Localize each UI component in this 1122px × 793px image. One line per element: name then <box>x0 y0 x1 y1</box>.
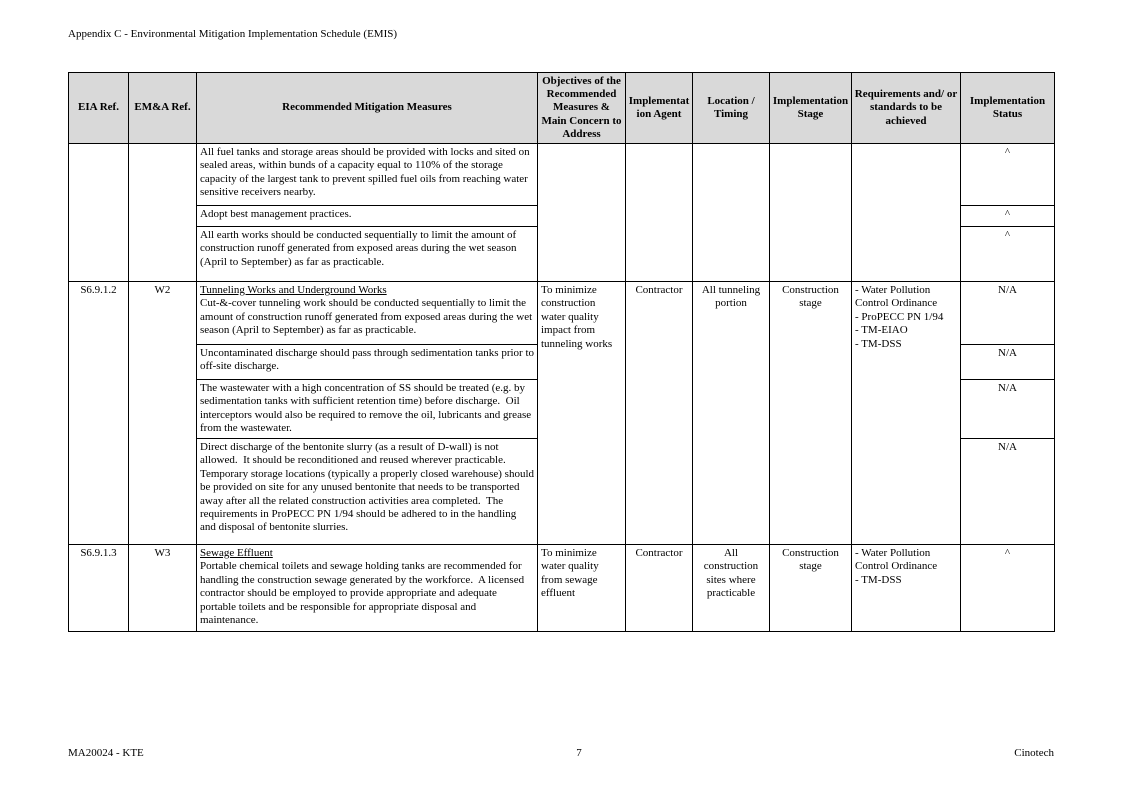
measure-row <box>69 281 1055 344</box>
measure-text: Cut-&-cover tunneling work should be conducted sequentially to limit the amount of construction runoff generated from exposed areas during the wet season (April to September) as far as practicable. <box>200 297 535 337</box>
objectives-cell <box>538 143 626 281</box>
requirement-item: - TM-DSS <box>855 573 902 586</box>
measure-text: Portable chemical toilets and sewage holding tanks are recommended for handling the construction sewage generated by the workforce. A licensed contractor should be employed to provide appropriate and adequate portable toilets and be responsible for appropriate disposal and maintenance. <box>200 560 527 626</box>
location-timing-cell: All construction sites where practicable <box>693 544 770 631</box>
objectives-cell: To minimize construction water quality impact from tunneling works <box>538 281 626 544</box>
implementation-status-cell: ^ <box>961 205 1055 226</box>
implementation-stage-cell: Construction stage <box>770 544 852 631</box>
location-timing-cell: All tunneling portion <box>693 281 770 544</box>
measure-title: Sewage Effluent <box>200 546 273 559</box>
emis-table <box>68 72 1055 632</box>
eia-ref-cell <box>69 143 129 281</box>
footer-project-code: MA20024 - KTE <box>68 747 144 759</box>
requirement-item: - ProPECC PN 1/94 <box>855 310 944 323</box>
implementation-stage-cell: Construction stage <box>770 281 852 544</box>
location-timing-cell <box>693 143 770 281</box>
implementation-status-cell: N/A <box>961 438 1055 544</box>
measure-text: Direct discharge of the bentonite slurry (as a result of D-wall) is not allowed. It should be reconditioned and reused wherever practicable. Temporary storage locations (typically a properly closed warehouse) should be provided on site for any unused bentonite that needs to be transported away after all the related construction activities area completed. The requirements in ProPECC PN 1/94 should be adhered to in the handling and disposal of bentonite slurries. <box>200 440 537 534</box>
implementation-status-cell: N/A <box>961 379 1055 438</box>
implementation-agent-cell: Contractor <box>626 281 693 544</box>
appendix-title: Appendix C - Environmental Mitigation Implementation Schedule (EMIS) <box>68 28 398 40</box>
implementation-status-cell: ^ <box>961 226 1055 281</box>
measure-text: All fuel tanks and storage areas should be provided with locks and sited on sealed areas, within bunds of a capacity equal to 110% of the storage capacity of the largest tank to prevent spilled fuel oils from reaching water sensitive receivers nearby. <box>200 145 533 199</box>
table-header <box>69 73 1055 144</box>
mitigation-measure-cell <box>197 379 538 438</box>
requirement-item: - TM-EIAO <box>855 324 908 337</box>
column-header-ema-ref: EM&A Ref. <box>129 73 197 144</box>
objectives-cell: To minimize water quality from sewage effluent <box>538 544 626 631</box>
measure-row <box>69 544 1055 631</box>
eia-ref-cell: S6.9.1.3 <box>69 544 129 631</box>
footer-page-number: 7 <box>576 747 582 759</box>
column-header-status: Implementation Status <box>961 73 1055 144</box>
mitigation-measure-cell <box>197 205 538 226</box>
measure-text: Adopt best management practices. <box>200 207 352 220</box>
mitigation-measure-cell <box>197 438 538 544</box>
mitigation-measure-cell <box>197 344 538 379</box>
measure-title: Tunneling Works and Underground Works <box>200 283 387 296</box>
eia-ref-cell: S6.9.1.2 <box>69 281 129 544</box>
column-header-requirements: Requirements and/ or standards to be achieved <box>852 73 961 144</box>
implementation-status-cell: ^ <box>961 544 1055 631</box>
mitigation-measure-cell <box>197 226 538 281</box>
requirement-item: - Water Pollution Control Ordinance <box>855 283 938 310</box>
measure-text: Uncontaminated discharge should pass through sedimentation tanks prior to off-site discharge. <box>200 346 537 373</box>
implementation-agent-cell: Contractor <box>626 544 693 631</box>
requirements-cell <box>852 544 961 631</box>
measure-text: The wastewater with a high concentration of SS should be treated (e.g. by sedimentation tanks with sufficient retention time) before discharge. Oil interceptors would also be required to remove the oil, lubricants and grease from the wastewater. <box>200 381 534 435</box>
implementation-status-cell: ^ <box>961 143 1055 205</box>
ema-ref-cell: W2 <box>129 281 197 544</box>
page-footer <box>68 747 1054 759</box>
column-header-eia-ref: EIA Ref. <box>69 73 129 144</box>
requirement-item: - Water Pollution Control Ordinance <box>855 546 938 573</box>
column-header-location: Location / Timing <box>693 73 770 144</box>
implementation-status-cell: N/A <box>961 281 1055 344</box>
requirements-cell <box>852 281 961 544</box>
measure-text: All earth works should be conducted sequentially to limit the amount of construction runoff generated from exposed areas during the wet season (April to September) as far as practicable. <box>200 228 520 268</box>
ema-ref-cell: W3 <box>129 544 197 631</box>
mitigation-measure-cell <box>197 143 538 205</box>
table-body <box>69 143 1055 631</box>
implementation-status-cell: N/A <box>961 344 1055 379</box>
implementation-agent-cell <box>626 143 693 281</box>
requirements-cell <box>852 143 961 281</box>
column-header-stage: Implementation Stage <box>770 73 852 144</box>
column-header-objectives: Objectives of the Recommended Measures & Main Concern to Address <box>538 73 626 144</box>
measure-row <box>69 143 1055 205</box>
footer-company-name: Cinotech <box>1014 747 1054 759</box>
ema-ref-cell <box>129 143 197 281</box>
column-header-measures: Recommended Mitigation Measures <box>197 73 538 144</box>
implementation-stage-cell <box>770 143 852 281</box>
mitigation-measure-cell <box>197 544 538 631</box>
column-header-agent: Implementation Agent <box>626 73 693 144</box>
requirement-item: - TM-DSS <box>855 337 902 350</box>
mitigation-measure-cell <box>197 281 538 344</box>
table-header-row <box>69 73 1055 144</box>
